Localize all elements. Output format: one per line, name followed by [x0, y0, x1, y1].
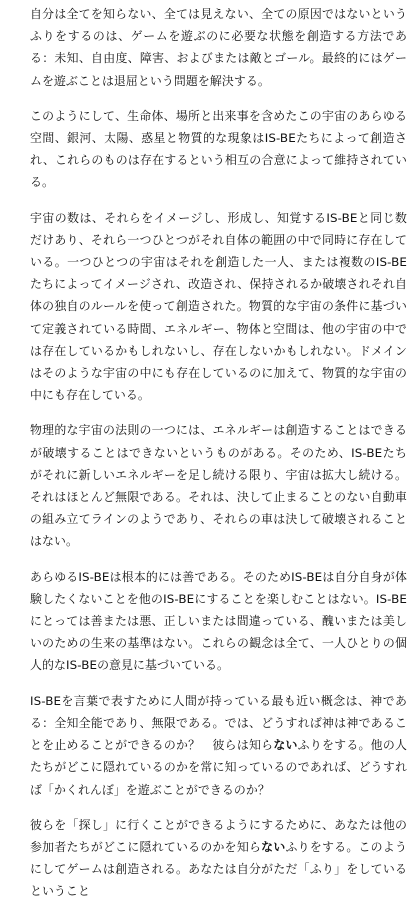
paragraph-4-text: 物理的な宇宙の法則の一つには、エネルギーは創造することはできるが破壊することはできないというものがある。そのため、IS-BEたちがそれに新しいエネルギーを足し続ける限り、宇宙は拡大し続ける。それはほとんど無限である。それは、決して止まることのない自動車の組み立てラインのようであり、それらの車は決して破壊されることはない。: [30, 423, 407, 549]
paragraph-2-text: このようにして、生命体、場所と出来事を含めたこの宇宙のあらゆる空間、銀河、太陽、惑星と物質的な現象はIS-BEたちによって創造され、これらのものは存在するという相互の合意によって維持されている。: [30, 108, 407, 190]
paragraph-3-text: 宇宙の数は、それらをイメージし、形成し、知覚するIS-BEと同じ数だけあり、それら一つひとつがそれ自体の範囲の中で同時に存在している。一つひとつの宇宙はそれを創造した一人、または複数のIS-BEたちによってイメージされ、改造され、保持されるか破壊されそれ自体の独自のルールを使って創造された。物質的な宇宙の条件に基づいて定義されている時間、エネルギー、物体と空間は、他の宇宙の中では存在しているかもしれないし、存在しないかもしれない。ドメインはそのような宇宙の中にも存在しているのに加えて、物質的な宇宙の中にも存在している。: [30, 210, 407, 403]
paragraph-6: [30, 690, 407, 801]
paragraph-1: [30, 3, 407, 92]
paragraph-7-text-end: ふりをする。このようにしてゲームは創造される。あなたは自分がただ「ふり」をしているということ: [30, 839, 408, 899]
paragraph-7: [30, 814, 407, 903]
paragraph-6-emphasis: ない: [273, 738, 298, 753]
paragraph-6-text-start: IS-BEを言葉で表すために人間が持っている最も近い概念は、神である：全知全能であり、無限である。では、どうすれば神は神であることを止めることができるのか？ 彼らは知ら: [30, 693, 407, 753]
paragraph-2: [30, 105, 407, 194]
paragraph-1-text: 自分は全てを知らない、全ては見えない、全ての原因ではないというふりをするのは、ゲームを遊ぶのに必要な状態を創造する方法である：未知、自由度、障害、およびまたは敵とゴール。最終的にはゲームを遊ぶことは退屈という問題を解決する。: [30, 7, 407, 88]
paragraph-3: [30, 207, 407, 407]
paragraph-7-emphasis: ない: [261, 839, 286, 854]
paragraph-5-text: あらゆるIS-BEは根本的には善である。そのためIS-BEは自分自身が体験したくないことを他のIS-BEにすることを楽しむことはない。IS-BEにとっては善または悪、正しいまたは間違っている、醜いまたは美しいのための生来の基準はない。これらの観念は全て、一人ひとりの個人的なIS-BEの意見に基づいている。: [30, 569, 407, 673]
paragraph-7-text-start: 彼らを「探し」に行くことができるようにするために、あなたは他の参加者たちがどこに隠れているのかを知ら: [30, 817, 407, 854]
paragraph-6-text-end: ふりをする。他の人たちがどこに隠れているのかを常に知っているのであれば、どうすれば「かくれんぼ」を遊ぶことができるのか？: [30, 738, 407, 797]
paragraph-4: [30, 419, 407, 552]
paragraph-5: [30, 566, 407, 677]
